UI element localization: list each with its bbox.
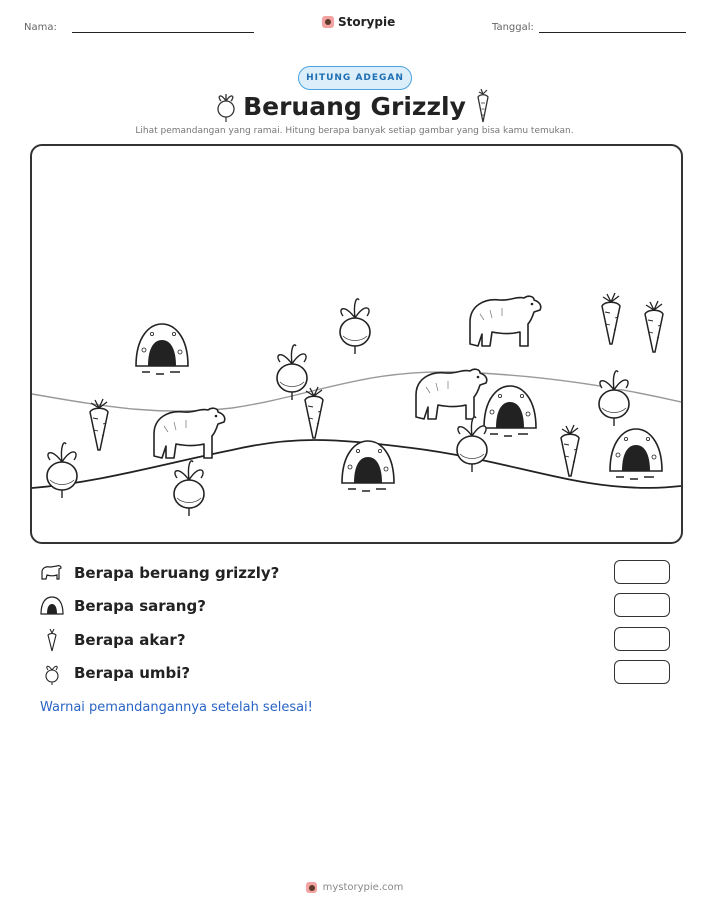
question-text: Berapa akar? [74, 631, 186, 649]
root-icon [471, 88, 495, 124]
storypie-logo-icon [322, 16, 334, 28]
tuber-1 [340, 299, 370, 354]
answer-box-tubers[interactable] [614, 660, 670, 684]
bear-1 [470, 296, 541, 346]
bear-3 [154, 408, 225, 458]
question-text: Berapa sarang? [74, 597, 206, 615]
root-4 [305, 387, 323, 438]
site-footer [0, 882, 709, 893]
bear-icon [40, 561, 64, 585]
root-2 [645, 301, 663, 352]
page-title: Beruang Grizzly [243, 92, 466, 121]
tuber-5 [457, 417, 487, 472]
name-field[interactable] [72, 32, 254, 33]
den-1 [136, 324, 188, 374]
scene-count-badge: HITUNG ADEGAN [298, 66, 412, 90]
den-4 [610, 429, 662, 479]
site-url[interactable]: mystorypie.com [322, 882, 404, 893]
tuber-4 [47, 443, 77, 498]
back-hill-line [32, 372, 681, 411]
root-1 [602, 293, 620, 344]
tuber-icon [40, 661, 64, 685]
tuber-6 [174, 461, 204, 516]
answer-box-dens[interactable] [614, 593, 670, 617]
question-roots [40, 627, 670, 653]
den-icon [40, 594, 64, 618]
question-tubers [40, 660, 670, 686]
den-2 [484, 386, 536, 436]
coloring-note: Warnai pemandangannya setelah selesai! [40, 700, 313, 715]
question-text: Berapa beruang grizzly? [74, 564, 280, 582]
instructions: Lihat pemandangan yang ramai. Hitung berapa banyak setiap gambar yang bisa kamu temukan. [135, 126, 574, 136]
den-3 [342, 441, 394, 491]
brand-name: Storypie [338, 15, 396, 29]
brand-logo [322, 15, 395, 29]
bear-2 [416, 369, 487, 419]
tuber-3 [599, 371, 629, 426]
root-5 [561, 425, 579, 476]
tuber-2 [277, 345, 307, 400]
storypie-logo-icon [306, 882, 317, 893]
question-text: Berapa umbi? [74, 664, 191, 682]
name-label: Nama: [24, 22, 57, 33]
root-3 [90, 399, 108, 450]
answer-box-bears[interactable] [614, 560, 670, 584]
date-field[interactable] [539, 32, 686, 33]
date-label: Tanggal: [492, 22, 534, 33]
root-icon [40, 628, 64, 652]
answer-box-roots[interactable] [614, 627, 670, 651]
question-dens [40, 593, 670, 619]
question-bears [40, 560, 670, 586]
counting-scene [30, 144, 683, 544]
